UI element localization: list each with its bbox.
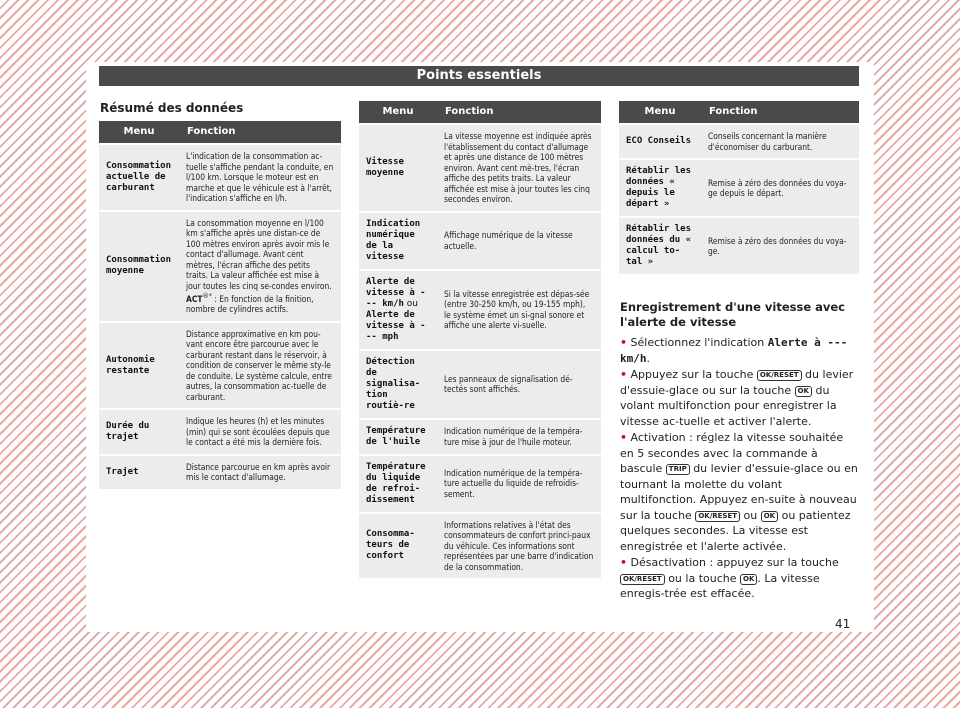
table-row [359, 420, 601, 454]
menu-or-text: ou [403, 298, 419, 309]
instruction-step [620, 367, 860, 429]
menu-cell: Consommation actuelle de carburant [99, 145, 179, 210]
page-header: Points essentiels [99, 66, 859, 86]
table-row [99, 323, 341, 409]
menu-cell: Température de l'huile [359, 420, 437, 454]
function-text: La consommation moyenne en l/100 km s'affiche après une distan-ce de 100 mètres environ après avoir mis le contact d'allumage. Avant cent mètres, l'écran affiche des petits traits. La valeur affichée est mise à jour toutes les cinq se-condes environ. [186, 217, 332, 291]
table-header-row [359, 101, 601, 123]
bullet-icon: • [620, 556, 628, 569]
step-text: Sélectionnez l'indication [630, 336, 768, 349]
function-cell: Informations relatives à l'état des consommateurs de confort princi-paux du véhicule. Ces informations sont représentées par une barre d'indication de la consommation. [437, 514, 601, 579]
function-cell: Indique les heures (h) et les minutes (min) qui se sont écoulées depuis que le contact a été mis la dernière fois. [179, 410, 341, 454]
table-row [99, 456, 341, 489]
menu-cell: Consomma-teurs de confort [359, 514, 437, 579]
function-column-header: Fonction [179, 121, 341, 143]
table-row [359, 514, 601, 579]
page-number: 41 [835, 617, 851, 631]
menu-cell: ECO Conseils [619, 125, 701, 158]
act-text: : En fonction de la finition, nombre de cylindres actifs. [186, 293, 314, 315]
speed-alert-instructions [620, 335, 860, 603]
function-cell: Remise à zéro des données du voya-ge. [701, 218, 859, 274]
step-text: Activation : réglez la vitesse souhaitée en 5 secondes avec la commande à bascule [620, 431, 844, 475]
function-cell: Affichage numérique de la vitesse actuelle. [437, 213, 601, 269]
menu-text-kmh: Alerte de vitesse à --- km/h [366, 276, 426, 309]
table-row [619, 125, 859, 158]
menu-column-header: Menu [99, 121, 179, 143]
instruction-step [620, 335, 860, 366]
function-cell [179, 212, 341, 321]
step-text: du levier d'essuie-glace ou sur la touche [620, 368, 854, 397]
okreset-key-icon: OK/RESET [695, 511, 740, 522]
data-table-1 [99, 119, 341, 491]
table-row [359, 456, 601, 512]
menu-cell: Durée du trajet [99, 410, 179, 454]
function-cell: Les panneaux de signalisation dé-tectés sont affichés. [437, 351, 601, 418]
okreset-key-icon: OK/RESET [757, 370, 802, 381]
act-label: ACT [186, 293, 203, 304]
menu-cell: Température du liquide de refroi-dissement [359, 456, 437, 512]
step-text: . La vitesse enregis-trée est effacée. [620, 571, 820, 600]
menu-text-mph: Alerte de vitesse à --- mph [366, 309, 426, 342]
table-row [99, 212, 341, 321]
menu-cell: Rétablir les données « depuis le départ » [619, 160, 701, 216]
menu-cell: Indication numérique de la vitesse [359, 213, 437, 269]
function-cell: Indication numérique de la tempéra-ture mise à jour de l'huile moteur. [437, 420, 601, 454]
step-text: ou [740, 508, 761, 522]
table-row [99, 145, 341, 210]
menu-cell: Autonomie restante [99, 323, 179, 409]
table-row [359, 125, 601, 211]
table-row [359, 351, 601, 418]
table-row [359, 213, 601, 269]
bullet-icon: • [620, 431, 628, 444]
speed-alert-section-title: Enregistrement d'une vitesse avec l'alerte de vitesse [620, 300, 846, 329]
menu-column-header: Menu [619, 101, 701, 123]
function-cell: Remise à zéro des données du voya-ge depuis le départ. [701, 160, 859, 216]
menu-cell: Consommation moyenne [99, 212, 179, 321]
okreset-key-icon: OK/RESET [620, 574, 665, 585]
table-header-row [99, 121, 341, 143]
menu-cell: Détection de signalisa-tion routiè-re [359, 351, 437, 418]
trip-key-icon: TRIP [666, 464, 690, 475]
ok-key-icon: OK [761, 511, 778, 522]
instruction-step [620, 430, 860, 554]
table-row [99, 410, 341, 454]
ok-key-icon: OK [740, 574, 757, 585]
function-column-header: Fonction [437, 101, 601, 123]
menu-cell: Rétablir les données du « calcul to-tal » [619, 218, 701, 274]
instruction-step [620, 555, 860, 602]
function-cell: Distance approximative en km pou-vant encore être parcourue avec le carburant restant dans le réservoir, à condition de conserver le même sty-le de conduite. Le système calcule, entre autres, la consommation ac-tuelle de carburant. [179, 323, 341, 409]
function-cell: La vitesse moyenne est indiquée après l'établissement du contact d'allumage et après une distance de 100 mètres environ. Avant cent mè-tres, l'écran affiche des petits traits. La valeur affichée est mise à jour toutes les cinq secondes environ. [437, 125, 601, 211]
function-cell: Indication numérique de la tempéra-ture actuelle du liquide de refroidis-sement. [437, 456, 601, 512]
data-table-2 [359, 99, 601, 580]
table-row [619, 218, 859, 274]
function-cell: Conseils concernant la manière d'économiser du carburant. [701, 125, 859, 158]
step-text: . [646, 351, 650, 365]
function-column-header: Fonction [701, 101, 859, 123]
display-code: Alerte à --- km/h [620, 336, 848, 365]
step-text: Appuyez sur la touche [630, 368, 757, 381]
function-cell: Distance parcourue en km après avoir mis le contact d'allumage. [179, 456, 341, 489]
step-text: Désactivation : appuyez sur la touche [630, 556, 839, 569]
ok-key-icon: OK [795, 386, 812, 397]
data-summary-title: Résumé des données [100, 101, 244, 115]
step-text: du levier d'essuie-glace ou en tournant la molette du volant multifonction. Appuyez en-suite à nouveau sur la touche [620, 462, 858, 522]
bullet-icon: • [620, 368, 628, 381]
data-table-3 [619, 99, 859, 276]
table-row [619, 160, 859, 216]
step-text: du volant multifonction pour enregistrer la vitesse ac-tuelle et activer l'alerte. [620, 383, 837, 428]
menu-column-header: Menu [359, 101, 437, 123]
menu-cell: Trajet [99, 456, 179, 489]
table-row [359, 271, 601, 349]
act-superscript: ®* [202, 292, 212, 300]
function-cell: L'indication de la consommation ac-tuelle s'affiche pendant la conduite, en l/100 km. Lorsque le moteur est en marche et que le véhicule est à l'arrêt, l'indication s'affiche en l/h. [179, 145, 341, 210]
step-text: ou patientez quelques secondes. La vitesse est enregistrée et l'alerte activée. [620, 508, 851, 553]
step-text: ou la touche [664, 571, 740, 585]
bullet-icon: • [620, 336, 628, 349]
table-header-row [619, 101, 859, 123]
function-cell: Si la vitesse enregistrée est dépas-sée (entre 30-250 km/h, ou 19-155 mph), le système émet un si-gnal sonore et affiche une alerte vi-suelle. [437, 271, 601, 349]
menu-cell [359, 271, 437, 349]
menu-cell: Vitesse moyenne [359, 125, 437, 211]
